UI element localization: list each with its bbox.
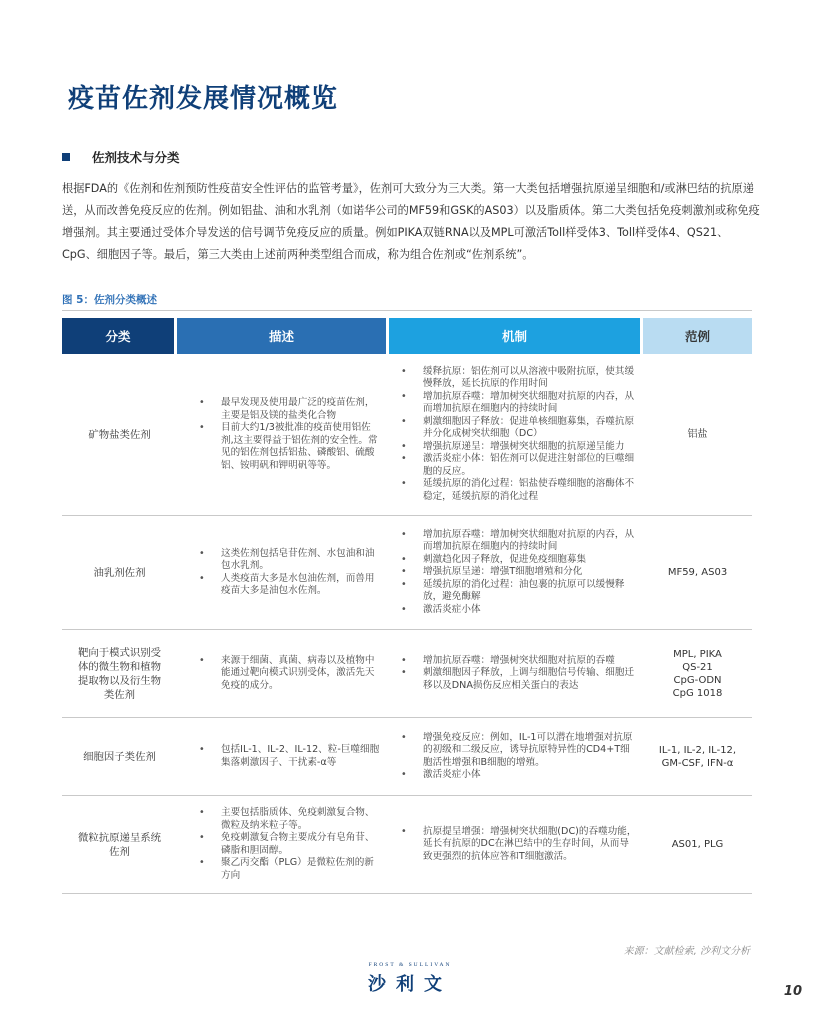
logo-big-text: 沙利文 xyxy=(368,974,452,995)
row-category: 靶向于模式识别受体的微生物和植物提取物以及衍生物类佐剂 xyxy=(77,646,162,701)
section-square-icon xyxy=(62,153,70,161)
description-item: • 包括IL-1、IL-2、IL-12、粒-巨噬细胞集落刺激因子、干扰素-α等 xyxy=(199,744,383,769)
description-item: • 聚乙丙交酯（PLG）是微粒佐剂的新方向 xyxy=(199,857,383,882)
row-category: 细胞因子类佐剂 xyxy=(83,750,156,763)
mechanism-item: • 刺激细胞因子释放：促进单核细胞募集，吞噬抗原并分化成树突状细胞（DC） xyxy=(401,416,637,441)
mechanism-item: • 延缓抗原的消化过程：油包裹的抗原可以缓慢释放，避免酶解 xyxy=(401,579,637,604)
description-item: • 来源于细菌、真菌、病毒以及植物中能通过靶向模式识别受体，激活先天免疫的成分。 xyxy=(199,655,383,693)
header-description: 描述 xyxy=(177,318,386,354)
mechanism-item: • 激活炎症小体 xyxy=(401,604,637,617)
description-item: • 人类疫苗大多是水包油佐剂，而兽用疫苗大多是油包水佐剂。 xyxy=(199,573,383,598)
table-row xyxy=(62,630,752,718)
mechanism-item: • 增强抗原呈递：增强T细胞增殖和分化 xyxy=(401,566,637,579)
mechanism-item: • 激活炎症小体：铝佐剂可以促进注射部位的巨噬细胞的反应。 xyxy=(401,453,637,478)
mechanism-item: • 延缓抗原的消化过程：铝盐使吞噬细胞的溶酶体不稳定，延缓抗原的消化过程 xyxy=(401,478,637,503)
mechanism-item: • 抗原提呈增强：增强树突状细胞(DC)的吞噬功能，延长有抗原的DC在淋巴结中的生存时间，从而导致更强烈的抗体应答和T细胞激活。 xyxy=(401,826,637,864)
mechanism-item: • 增加抗原吞噬：增加树突状细胞对抗原的内吞，从而增加抗原在细胞内的持续时间 xyxy=(401,391,637,416)
row-category: 矿物盐类佐剂 xyxy=(88,428,151,441)
source-note: 来源：文献检索, 沙利文分析 xyxy=(623,946,750,957)
row-example: MF59, AS03 xyxy=(667,567,728,578)
row-example: AS01, PLG xyxy=(671,839,724,850)
page-number: 10 xyxy=(783,984,802,999)
mechanism-item: • 增加抗原吞噬：增强树突状细胞对抗原的吞噬 xyxy=(401,655,637,668)
mechanism-item: • 增加抗原吞噬：增加树突状细胞对抗原的内吞，从而增加抗原在细胞内的持续时间 xyxy=(401,529,637,554)
row-category: 油乳剂佐剂 xyxy=(93,566,146,579)
figure-caption: 图 5：佐剂分类概述 xyxy=(62,294,157,306)
page-title: 疫苗佐剂发展情况概览 xyxy=(68,84,339,114)
description-item: • 最早发现及使用最广泛的疫苗佐剂，主要是铝及镁的盐类化合物 xyxy=(199,397,383,422)
caption-divider xyxy=(62,310,752,311)
row-mechanism xyxy=(389,732,643,782)
header-mechanism: 机制 xyxy=(389,318,640,354)
section-heading xyxy=(62,148,180,166)
description-item: • 这类佐剂包括皂苷佐剂、水包油和油包水乳剂。 xyxy=(199,548,383,573)
row-mechanism xyxy=(389,655,643,693)
table-header xyxy=(62,318,752,354)
mechanism-item: • 缓释抗原：铝佐剂可以从溶液中吸附抗原，使其缓慢释放，延长抗原的作用时间 xyxy=(401,366,637,391)
description-item: • 免疫刺激复合物主要成分有皂角苷、磷脂和胆固醇。 xyxy=(199,832,383,857)
table-row xyxy=(62,354,752,516)
adjuvant-table xyxy=(62,318,752,894)
row-description xyxy=(177,548,389,598)
row-example: MPL, PIKA QS-21 CpG-ODN CpG 1018 xyxy=(672,648,723,699)
row-example: IL-1, IL-2, IL-12, GM-CSF, IFN-α xyxy=(658,744,737,769)
intro-paragraph: 根据FDA的《佐剂和佐剂预防性疫苗安全性评估的监管考量》，佐剂可大致分为三大类。第一大类包括增强抗原递呈细胞和/或淋巴结的抗原递送，从而改善免疫反应的佐剂。例如铝盐、油和水乳剂（如诺华公司的MF59和GSK的AS03）以及脂质体。第二大类包括免疫刺激剂或称免疫增强剂。其主要通过受体介导发送的信号调节免疫反应的质量。例如PIKA双链RNA以及MPL可激活Toll样受体3、Toll样受体4、QS21、CpG、细胞因子等。最后，第三大类由上述前两种类型组合而成，称为组合佐剂或“佐剂系统”。 xyxy=(62,182,760,261)
row-description xyxy=(177,807,389,882)
row-description xyxy=(177,744,389,769)
description-item: • 目前大约1/3被批准的疫苗使用铝佐剂,这主要得益于铝佐剂的安全性。常见的铝佐剂包括铝盐、磷酸铝、硫酸铝、铵明矾和钾明矾等等。 xyxy=(199,422,383,472)
row-description xyxy=(177,655,389,693)
logo-small-text: FROST & SULLIVAN xyxy=(368,962,452,968)
row-category: 微粒抗原递呈系统佐剂 xyxy=(77,831,162,858)
mechanism-item: • 激活炎症小体 xyxy=(401,769,637,782)
row-description xyxy=(177,397,389,472)
frost-sullivan-logo xyxy=(355,962,465,996)
table-row xyxy=(62,796,752,894)
mechanism-item: • 刺激趋化因子释放，促进免疫细胞募集 xyxy=(401,554,637,567)
mechanism-item: • 增强抗原递呈：增强树突状细胞的抗原递呈能力 xyxy=(401,441,637,454)
mechanism-item: • 增强免疫反应：例如，IL-1可以潜在地增强对抗原的初级和二级反应，诱导抗原特异性的CD4+T细胞活性增强和B细胞的增殖。 xyxy=(401,732,637,770)
row-mechanism xyxy=(389,366,643,504)
header-category: 分类 xyxy=(62,318,174,354)
table-row xyxy=(62,516,752,630)
table-row xyxy=(62,718,752,796)
row-example: 铝盐 xyxy=(687,429,708,440)
mechanism-item: • 刺激细胞因子释放，上调与细胞信号传输、细胞迁移以及DNA损伤反应相关蛋白的表达 xyxy=(401,667,637,692)
row-mechanism xyxy=(389,529,643,617)
description-item: • 主要包括脂质体、免疫刺激复合物、微粒及纳米粒子等。 xyxy=(199,807,383,832)
row-mechanism xyxy=(389,826,643,864)
header-example: 范例 xyxy=(643,318,752,354)
section-heading-text: 佐剂技术与分类 xyxy=(92,150,180,165)
